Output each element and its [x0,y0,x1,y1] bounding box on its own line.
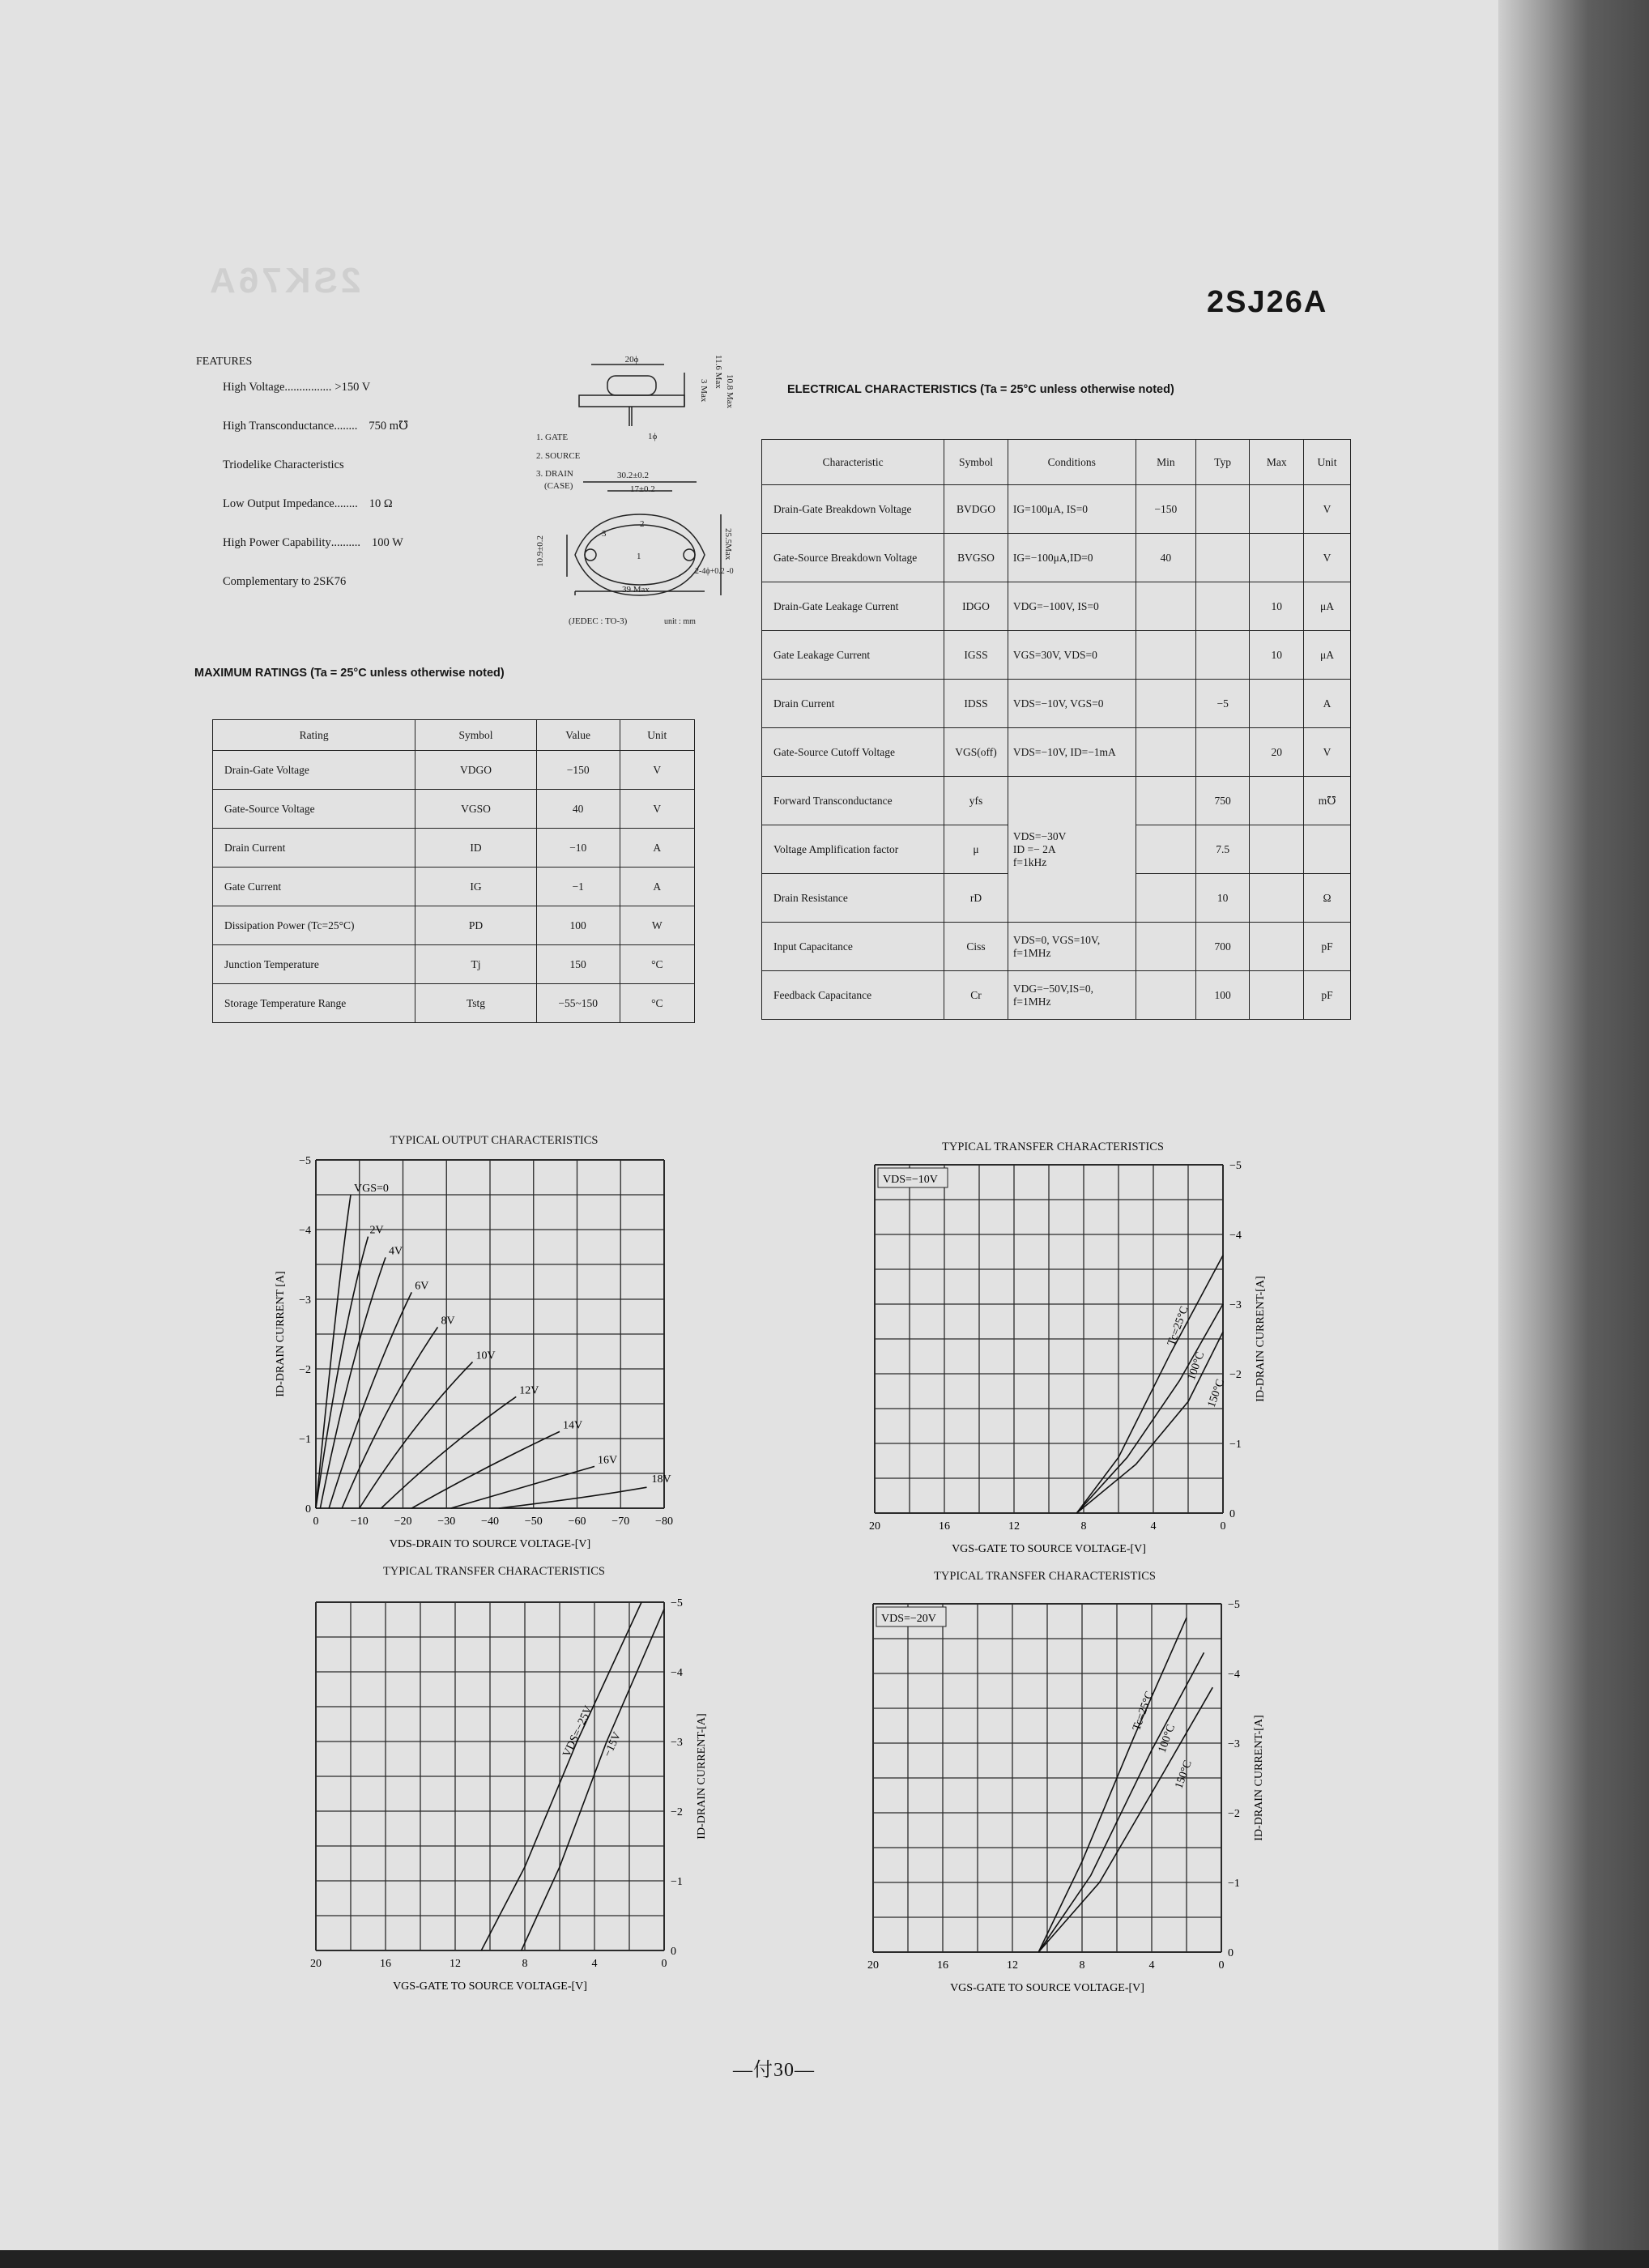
chart-transfer-20v [834,1589,1288,1994]
cell: m℧ [1304,777,1351,825]
cell: −150 [536,751,620,790]
series-label: 100°C [1185,1350,1208,1382]
table-header-row [213,720,695,751]
cell: Drain Current [762,680,944,728]
cell [1250,485,1304,534]
cell: 7.5 [1195,825,1249,874]
cell [1195,534,1249,582]
unit-label: unit : mm [664,617,696,626]
cell: A [1304,680,1351,728]
feature-leader: .......... [330,536,360,549]
feature-item [223,536,498,575]
dim-text: 25.5Max [723,528,733,561]
table-row [213,868,695,906]
feature-label: High Voltage [223,381,285,394]
series-line [329,1292,411,1508]
series-label: 100°C [1156,1723,1178,1754]
dim-text: 1ϕ [648,432,658,441]
series-label: 150°C [1205,1377,1228,1409]
table-row [762,680,1351,728]
series-line [411,1431,560,1508]
table-row [762,777,1351,825]
cell: BVGSO [944,534,1008,582]
cell: Gate Leakage Current [762,631,944,680]
cell [1250,923,1304,971]
cell: 700 [1195,923,1249,971]
x-tick-label: 20 [310,1958,322,1970]
cell [1136,923,1195,971]
x-tick-label: 8 [1079,1959,1085,1972]
cell: 750 [1195,777,1249,825]
cell: Ω [1304,874,1351,923]
feature-leader: ........ [334,497,358,510]
cell: VDG=−50V,IS=0, f=1MHz [1008,971,1136,1020]
cell: Voltage Amplification factor [762,825,944,874]
cell: Feedback Capacitance [762,971,944,1020]
pin-number: 3 [602,529,607,539]
header-cell: Unit [620,720,694,751]
y-tick-label: −5 [299,1155,311,1167]
y-tick-label: −3 [1228,1738,1240,1750]
chart-title: TYPICAL TRANSFER CHARACTERISTICS [934,1570,1156,1583]
y-tick-label: −4 [671,1667,683,1679]
series-label: 18V [651,1473,671,1486]
x-axis-label: VGS-GATE TO SOURCE VOLTAGE-[V] [952,1543,1146,1555]
cell: Junction Temperature [213,945,415,984]
cell: IG=100μA, IS=0 [1008,485,1136,534]
y-tick-label: −1 [1228,1878,1240,1890]
cell: °C [620,984,694,1023]
cell [1136,971,1195,1020]
y-tick-label: −5 [1229,1160,1242,1172]
cell: μ [944,825,1008,874]
dim-text: 10.9±0.2 [535,535,545,567]
y-tick-label: −4 [1229,1230,1242,1242]
x-tick-label: 0 [661,1958,667,1970]
feature-item [223,458,498,497]
cell: Drain Current [213,829,415,868]
x-tick-label: −50 [524,1516,543,1528]
series-label: VGS=0 [354,1183,389,1195]
chart-transfer-10v [834,1157,1288,1562]
chart-output-characteristics [271,1150,692,1555]
cell: IGSS [944,631,1008,680]
x-tick-label: 20 [869,1520,880,1533]
pin-label: 2. SOURCE [536,451,581,461]
y-tick-label: 0 [1228,1947,1234,1959]
feature-label: High Power Capability [223,536,331,549]
cell: 40 [536,790,620,829]
cell: Drain Resistance [762,874,944,923]
x-tick-label: −40 [481,1516,499,1528]
cell [1250,971,1304,1020]
cell [1195,728,1249,777]
electrical-table [761,439,1351,1020]
y-axis-label: ID-DRAIN CURRENT-[A] [696,1713,708,1840]
y-tick-label: 0 [1229,1508,1235,1520]
cell: Tj [415,945,537,984]
annotation-label: VDS=−20V [881,1613,936,1625]
table-row [213,829,695,868]
cell: pF [1304,971,1351,1020]
x-tick-label: −80 [655,1516,673,1528]
feature-value: 750 m℧ [369,420,409,433]
y-tick-label: −2 [299,1364,311,1376]
series-label: 150°C [1173,1759,1195,1791]
y-tick-label: −1 [671,1876,683,1888]
dim-text: 30.2±0.2 [617,471,650,480]
chart-title: TYPICAL TRANSFER CHARACTERISTICS [942,1140,1164,1153]
cell: VGSO [415,790,537,829]
cell: VDS=−10V, ID=−1mA [1008,728,1136,777]
cell: 10 [1195,874,1249,923]
y-tick-label: −2 [1228,1808,1240,1820]
table-row [213,984,695,1023]
annotation-label: VDS=−10V [883,1174,938,1186]
cell: Gate-Source Voltage [213,790,415,829]
feature-item [223,497,498,536]
dim-text: 2-4ϕ+0.2 -0 [695,567,734,576]
feature-label: Low Output Impedance [223,497,334,510]
jedec-label: (JEDEC : TO-3) [569,616,628,626]
cell: 10 [1250,582,1304,631]
cell: rD [944,874,1008,923]
cell: IG=−100μA,ID=0 [1008,534,1136,582]
header-cell: Symbol [415,720,537,751]
y-axis-label: ID-DRAIN CURRENT-[A] [1253,1715,1265,1841]
cell: Forward Transconductance [762,777,944,825]
y-tick-label: −2 [671,1806,683,1818]
series-line [1076,1256,1223,1513]
series-label: 10V [475,1349,496,1362]
cell [1136,777,1195,825]
cell: −55~150 [536,984,620,1023]
pin-number: 2 [640,519,645,529]
features-title: FEATURES [196,356,253,368]
cell: −1 [536,868,620,906]
x-tick-label: −10 [350,1516,369,1528]
x-axis-label: VGS-GATE TO SOURCE VOLTAGE-[V] [950,1982,1144,1994]
x-tick-label: −70 [611,1516,630,1528]
y-tick-label: 0 [305,1503,311,1516]
header-cell: Min [1136,440,1195,485]
cell: μA [1304,582,1351,631]
series-label: 14V [563,1419,583,1432]
cell: 10 [1250,631,1304,680]
table-row [213,945,695,984]
header-cell: Typ [1195,440,1249,485]
cell: A [620,868,694,906]
x-tick-label: 16 [937,1959,948,1972]
series-label: 12V [519,1384,539,1397]
electrical-title: ELECTRICAL CHARACTERISTICS (Ta = 25°C unless otherwise noted) [787,383,1174,396]
table-row [762,923,1351,971]
series-label: 16V [598,1454,618,1467]
y-tick-label: −2 [1229,1369,1242,1381]
header-cell: Max [1250,440,1304,485]
show-through-text: 2SK76A [207,261,361,301]
cell [1136,728,1195,777]
cell: VDS=−10V, VGS=0 [1008,680,1136,728]
cell [1136,680,1195,728]
series-line [1038,1618,1187,1952]
table-row [762,728,1351,777]
table-row [213,906,695,945]
x-tick-label: 12 [1007,1959,1018,1972]
series-line [522,1609,664,1950]
table-row [213,751,695,790]
feature-item [223,420,498,458]
x-tick-label: 4 [1148,1959,1155,1972]
cell: BVDGO [944,485,1008,534]
cell: −150 [1136,485,1195,534]
cell: 100 [536,906,620,945]
table-row [762,971,1351,1020]
x-tick-label: −60 [568,1516,586,1528]
max-ratings-title: MAXIMUM RATINGS (Ta = 25°C unless otherwise noted) [194,667,505,680]
cell: 100 [1195,971,1249,1020]
cell: VDG=−100V, IS=0 [1008,582,1136,631]
cell: Tstg [415,984,537,1023]
cell: μA [1304,631,1351,680]
pin-label: (CASE) [544,481,573,491]
dim-text: 39 Max [622,585,650,595]
series-label: 8V [441,1315,455,1328]
series-line [451,1466,594,1508]
x-tick-label: 12 [450,1958,461,1970]
feature-item [223,381,498,420]
cell: ID [415,829,537,868]
cell: Drain-Gate Leakage Current [762,582,944,631]
cell [1195,485,1249,534]
cell [1250,534,1304,582]
x-axis-label: VDS-DRAIN TO SOURCE VOLTAGE-[V] [389,1538,591,1550]
cell: V [620,751,694,790]
cell: IDSS [944,680,1008,728]
x-tick-label: 8 [1080,1520,1087,1533]
feature-leader: ........ [334,420,358,433]
feature-value: >150 V [334,381,371,394]
x-tick-label: 4 [591,1958,598,1970]
cell: VDGO [415,751,537,790]
header-cell: Value [536,720,620,751]
cell [1250,680,1304,728]
x-tick-label: 12 [1008,1520,1020,1533]
cell: VGS(off) [944,728,1008,777]
cell: Cr [944,971,1008,1020]
x-tick-label: 20 [867,1959,879,1972]
cell: Storage Temperature Range [213,984,415,1023]
cell: Drain-Gate Breakdown Voltage [762,485,944,534]
dim-text: 20ϕ [624,355,639,364]
y-tick-label: −1 [1229,1439,1242,1451]
package-outline-drawing [518,348,761,632]
cell: 150 [536,945,620,984]
cell: yfs [944,777,1008,825]
x-tick-label: −30 [437,1516,456,1528]
cell [1250,874,1304,923]
series-label: 6V [415,1280,429,1293]
y-tick-label: −3 [1229,1299,1242,1311]
max-ratings-table [212,719,695,1023]
series-label: 4V [389,1245,403,1258]
series-label: Tc=25°C [1165,1304,1191,1348]
feature-label: Complementary to 2SK76 [223,575,347,588]
cell [1195,631,1249,680]
page-number: —付30— [733,2060,815,2081]
header-cell: Unit [1304,440,1351,485]
y-tick-label: −4 [1228,1669,1240,1681]
table-row [762,582,1351,631]
series-line [1038,1652,1204,1952]
chart-transfer-vds [283,1588,737,1993]
cell: pF [1304,923,1351,971]
y-tick-label: −5 [671,1597,683,1609]
x-tick-label: 0 [1220,1520,1226,1533]
series-label: VDS=−25V [560,1703,595,1759]
cell: W [620,906,694,945]
part-number: 2SJ26A [1207,285,1328,319]
cell: 20 [1250,728,1304,777]
cell: Ciss [944,923,1008,971]
y-tick-label: 0 [671,1946,676,1958]
feature-value: 100 W [371,536,403,549]
cell: VDS=−30V ID =− 2A f=1kHz [1008,777,1136,923]
cell: PD [415,906,537,945]
series-label: −15V [602,1730,624,1759]
table-row [762,631,1351,680]
table-row [762,485,1351,534]
cell: −5 [1195,680,1249,728]
pin-label: 3. DRAIN [536,469,573,479]
cell: Gate-Source Breakdown Voltage [762,534,944,582]
cell [1250,825,1304,874]
cell: V [1304,534,1351,582]
y-tick-label: −1 [299,1434,311,1446]
feature-value: 10 Ω [369,497,393,510]
cell: °C [620,945,694,984]
x-tick-label: 8 [522,1958,528,1970]
pin-label: 1. GATE [536,433,569,442]
x-tick-label: 4 [1150,1520,1157,1533]
chart-title: TYPICAL OUTPUT CHARACTERISTICS [390,1134,599,1147]
pin-number: 1 [637,552,641,561]
series-line [381,1396,517,1508]
y-axis-label: ID-DRAIN CURRENT-[A] [1255,1276,1267,1402]
cell [1136,825,1195,874]
table-row [213,790,695,829]
feature-label: High Transconductance [223,420,334,433]
dim-text: 10.8 Max [725,374,735,409]
y-tick-label: −5 [1228,1599,1240,1611]
x-tick-label: 16 [380,1958,391,1970]
cell [1136,874,1195,923]
table-header-row [762,440,1351,485]
cell: IG [415,868,537,906]
cell: Dissipation Power (Tc=25°C) [213,906,415,945]
cell: Drain-Gate Voltage [213,751,415,790]
cell: IDGO [944,582,1008,631]
chart-title: TYPICAL TRANSFER CHARACTERISTICS [383,1565,605,1578]
x-tick-label: 16 [939,1520,950,1533]
cell: VGS=30V, VDS=0 [1008,631,1136,680]
x-tick-label: 0 [313,1516,319,1528]
features-list [223,381,498,614]
cell: V [620,790,694,829]
x-tick-label: −20 [394,1516,412,1528]
scan-bottom-band [0,2250,1649,2268]
header-cell: Conditions [1008,440,1136,485]
cell: Input Capacitance [762,923,944,971]
series-label: 2V [369,1224,384,1237]
y-tick-label: −4 [299,1225,311,1237]
cell: Gate-Source Cutoff Voltage [762,728,944,777]
cell: VDS=0, VGS=10V, f=1MHz [1008,923,1136,971]
header-cell: Rating [213,720,415,751]
x-axis-label: VGS-GATE TO SOURCE VOLTAGE-[V] [393,1980,587,1993]
dim-text: 11.6 Max [714,355,723,389]
cell: V [1304,485,1351,534]
cell [1195,582,1249,631]
series-line [499,1487,647,1508]
page-edge-shadow [1498,0,1649,2268]
series-label: Tc=25°C [1131,1690,1157,1733]
cell [1136,582,1195,631]
dim-text: 17±0.2 [630,484,655,494]
cell: 40 [1136,534,1195,582]
y-axis-label: ID-DRAIN CURRENT [A] [275,1271,287,1397]
cell: A [620,829,694,868]
cell [1304,825,1351,874]
header-cell: Characteristic [762,440,944,485]
feature-item [223,575,498,614]
series-line [316,1195,351,1508]
feature-leader: ................ [284,381,332,394]
cell [1250,777,1304,825]
cell: Gate Current [213,868,415,906]
header-cell: Symbol [944,440,1008,485]
dim-text: 3 Max [699,379,709,403]
y-tick-label: −3 [299,1294,311,1307]
cell [1136,631,1195,680]
x-tick-label: 0 [1218,1959,1225,1972]
series-line [360,1362,473,1508]
table-row [762,534,1351,582]
cell: −10 [536,829,620,868]
feature-label: Triodelike Characteristics [223,458,344,471]
y-tick-label: −3 [671,1737,683,1749]
cell: V [1304,728,1351,777]
